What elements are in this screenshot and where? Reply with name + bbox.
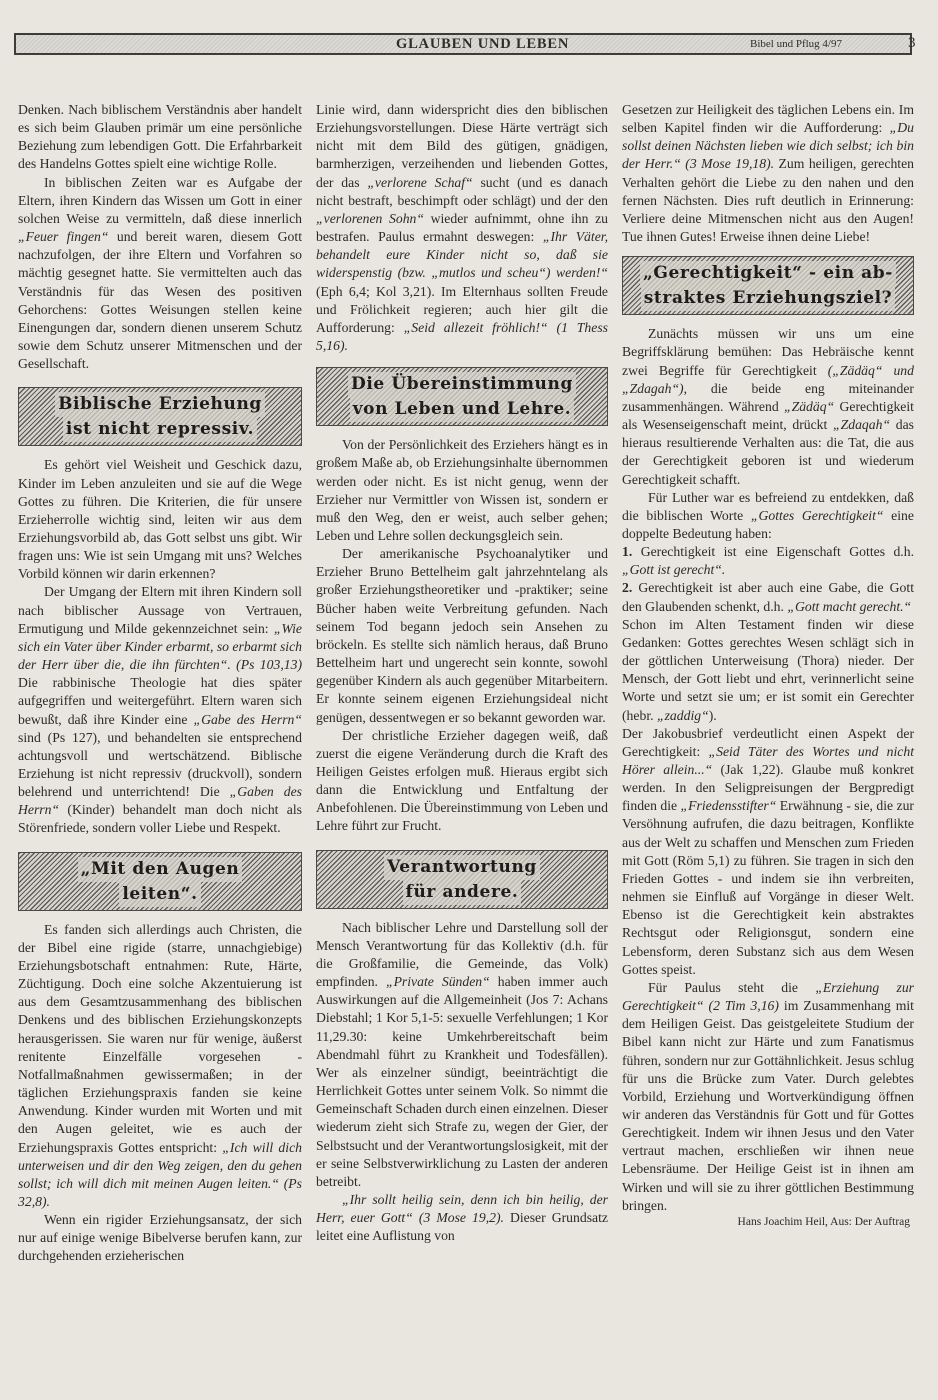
text-run: wieder aufnimmt, ohne ihn zu bestrafen. Paulus ermahnt deswegen: <box>316 210 608 245</box>
heading-line: straktes Erziehungsziel? <box>641 286 895 311</box>
text-run: Gesetzen zur Heiligkeit des täglichen Lebens ein. Im selben Kapitel finden wir die Aufforderung: <box>622 102 914 136</box>
text-run: (Jak 1,22). Glaube muß konkret werden. In den Seligpreisungen der Bergpredigt finden die <box>622 762 914 814</box>
section-heading <box>18 852 302 911</box>
column-3 <box>622 101 914 1228</box>
quote: („Zädäq“ und „Zdagah“) <box>622 362 914 396</box>
heading-line: Die Übereinstimmung <box>348 372 576 397</box>
heading-line: ist nicht repressiv. <box>63 417 257 442</box>
section-heading <box>18 387 302 446</box>
text-run: Gerechtigkeit ist eine Eigenschaft Gottes d.h. <box>632 544 914 560</box>
quote: „Zdaqah“ <box>833 417 891 433</box>
quote: „Seid Täter des Wortes und nicht Hörer allein...“ <box>622 743 914 777</box>
heading-line: Verantwortung <box>384 855 540 880</box>
text-run: In biblischen Zeiten war es Aufgabe der Eltern, ihren Kindern das Wissen um Gott in einer solchen Weise zu vermitteln, daß diese innerlich <box>18 174 302 226</box>
magazine-issue: Bibel und Pflug 4/97 <box>750 38 842 50</box>
quote: „Seid allezeit fröhlich!“ (1 Thess 5,16). <box>316 319 608 354</box>
text-run: Nach biblischer Lehre und Darstellung soll der Mensch Verantwortung für das Kollektiv (d.h. für die Großfamilie, die Gemeinde, das Volk) empfinden. <box>316 919 608 990</box>
quote: „zaddig“ <box>656 707 709 723</box>
text-run: (Eph 6,4; Kol 3,21). Im Elternhaus sollten Freude und Frölichkeit regieren; auch hier gilt die Aufforderung: <box>316 283 608 335</box>
quote: „Gottes Gerechtigkeit“ <box>750 507 884 523</box>
quote: „Friedensstifter“ <box>680 798 777 814</box>
paragraph <box>18 174 302 374</box>
text-run: Die rabbinische Theologie hat dies später aufgegriffen und weitergeführt. Eltern waren sich bewußt, daß ihre Kinder eine <box>18 675 302 727</box>
text-run: Linie wird, dann widerspricht dies den biblischen Erziehungsvorstellungen. Diese Härte verträgt sich nicht mit dem Bild des gütigen, gnädigen, barmherzigen, verzeihenden und liebenden Gottes, der das <box>316 102 608 190</box>
heading-line: von Leben und Lehre. <box>350 397 575 422</box>
text-run: Der Jakobusbrief verdeutlicht einen Aspekt der Gerechtigkeit: <box>622 725 914 759</box>
quote: „Gabe des Herrn“ <box>193 711 302 727</box>
heading-line: „Gerechtigkeit“ - ein ab- <box>640 261 896 286</box>
text-run: Gerechtigkeit ist aber auch eine Gabe, die Gott den Glaubenden schenkt, d.h. <box>622 580 914 614</box>
section-heading <box>316 850 608 909</box>
heading-line: für andere. <box>403 880 522 905</box>
text-run: Gerechtigkeit als Wesenseigenschaft meint, drückt <box>622 398 914 433</box>
text-run: Zum heiligen, gerechten Verhalten gehört die Liebe zu den nahen und den fernen Nächsten. Dies ruft deutlich in Erinnerung: Verliere deine Mitmenschen nicht aus den Augen! Tue ihnen Gutes! Erweise ihnen deine Liebe! <box>622 156 915 245</box>
paragraph: Es gehört viel Weisheit und Geschick dazu, Kinder im Leben anzuleiten und sie auf die Wege Gottes zu führen. Die Kriterien, die für unsere Erzieherrolle wichtig sind, leiten wir aus dem Erziehungsvorbild ab, das Gott selbst uns gibt. Wir fragen uns: Wie ist sein Umgang mit uns? Welches Vorbild können wir darin erkennen? <box>18 457 302 582</box>
paragraph <box>622 979 914 1215</box>
paragraph: Von der Persönlichkeit des Erziehers hängt es in großem Maße ab, ob Erziehungsinhalte übernommen werden oder nicht. Es ist nicht genug, wenn der Erzieher nur Vermittler von Wissen ist, sondern er muß den Weg, den er weist, auch selber gehen; Leben und Lehre sollen deckungsgleich sein. <box>316 437 608 543</box>
list-number: 1. <box>622 544 633 560</box>
text-run: Erwähnung - sie, die zur Versöhnung aufrufen, die dazu beitragen, Konflikte aus der Welt zu schaffen und Menschen zum Frieden mit Gott (Röm 5,1) zu führen. Sie tragen in sich den Frieden Gottes - und indem sie ihn verbreiten, nehmen sie Einfluß auf Vorgänge in dieser Welt. Ebenso ist die Gerechtigkeit kein abstraktes Rechtsgut oder Religionsgut, sondern eine Lebensform, deren Substanz sich aus dem Wesen Gottes speist. <box>622 798 914 977</box>
text-run: , die beide eng miteinander zusammenhängen. Während <box>622 380 914 414</box>
section-title: GLAUBEN UND LEBEN <box>396 36 570 52</box>
quote: „Gott macht gerecht.“ <box>787 598 912 614</box>
quote: „Ihr sollt heilig sein, denn ich bin heilig, der Herr, euer Gott“ (3 Mose 19,2). <box>316 1191 608 1226</box>
paragraph: Der christliche Erzieher dagegen weiß, daß zuerst die eigene Veränderung durch die Kraft des Heiligen Geistes erfolgen muß. Hieraus ergibt sich dann die Entwicklung und Entfaltung der Anbefohlenen. Die Übereinstimmung von Leben und Lehre führt zur Frucht. <box>316 727 608 834</box>
heading-line: Biblische Erziehung <box>55 392 265 417</box>
list-item <box>622 579 914 615</box>
text-run: Es fanden sich allerdings auch Christen, die der Bibel eine rigide (starre, unnachgiebige) Erziehungsbotschaft entnahmen: Rute, Härte, Züchtigung. Doch eine solche Akzentuierung ist aus dem Gesamtzusammenhang des biblischen Denkens und des biblischen Erziehungskonzepts herausgerissen. Sie waren nur für wenige, äußerst renitente Einzelfälle vorgesehen - Notfallmaßnahmen gewissermaßen; in der täglichen Erziehungspraxis fanden sie keine Anwendung. Kinder wurden mit Worten und mit den Augen geleitet, wie es auch der Erziehungspraxis Gottes entspricht: <box>18 921 302 1155</box>
text-run: haben immer auch Auswirkungen auf die Allgemeinheit (Jos 7: Achans Diebstahl; 1 Kor 5,1-5: sexuelle Verfehlungen; 1 Kor 11,29.30: keine Umkehrbereitschaft beim Abendmahl führt zu Krankheit und Todesfällen). Wer als einzelner sündigt, beeinträchtigt die Herrlichkeit Gottes unter seinem Volk. So nimmt die Gemeinschaft Schaden durch einen einzelnen. Dieser wiederum zieht sich Strafe zu, wegen der Gier, der Selbstsucht und der Verantwortungslosigkeit, mit der er seine Selbstverwirklichung zu Lasten der anderen betreibt. <box>316 974 608 1189</box>
section-heading <box>316 367 608 426</box>
heading-line: leiten“. <box>119 882 200 907</box>
page-header <box>14 33 916 55</box>
quote: „Private Sünden“ <box>385 974 490 990</box>
column-2 <box>316 101 608 1245</box>
quote: „Ihr Väter, behandelt eure Kinder nicht so, daß sie widerspenstig (bzw. „mutlos und scheu“) werden!“ <box>316 229 609 281</box>
quote: „Gaben des Herrn“ <box>18 784 302 818</box>
paragraph <box>316 1191 608 1245</box>
paragraph <box>18 921 302 1212</box>
quote: „Du sollst deinen Nächsten lieben wie dich selbst; ich bin der Herr.“ (3 Mose 19,18). <box>622 120 914 172</box>
paragraph: Denken. Nach biblischem Verständnis aber handelt es sich beim Glauben primär um eine persönliche Beziehung zum lebendigen Gott. Die Erfahrbarkeit des Handelns Gottes spielt eine wichtige Rolle. <box>18 102 302 172</box>
paragraph <box>622 725 914 979</box>
text-run: und bereit waren, diesem Gott nachzufolgen, der ihre Eltern und Vorfahren so mächtig gesegnet hatte. Sie vermittelten auch das Verständnis für das Wesen des positiven Gehorchens: Gottes Weisungen stellen keine Einengungen dar, sondern dienen unserem Schutz sowie dem Schutz unserer Mitmenschen und der Gesellschaft. <box>18 229 303 372</box>
quote: „Erziehung zur Gerechtigkeit“ (2 Tim 3,16) <box>622 979 914 1014</box>
paragraph <box>18 583 302 837</box>
paragraph <box>316 101 608 355</box>
text-run: Für Paulus steht die <box>648 979 816 995</box>
text-run: im Zusammenhang mit dem Heiligen Geist. Das geistgeleitete Studium der Bibel kann nicht zur Härte und zum Fanatismus führen, sondern nur zur Gottähnlichkeit. Jesus schlug für uns die Brücke zum Vater. Durch gelebtes Vorbild, Erziehung und Wortverkündigung öffnen wir anderen das Verständnis für Gott und für Gottes Gerechtigkeit. Indem wir ihnen Jesus und den Vater vertraut machen, erschließen wir ihnen neue Lebensräume. Der Heilige Geist ist in ihnen am Wirken und will sie zu ihrer göttlichen Bestimmung bringen. <box>622 998 914 1213</box>
text-run: (Kinder) behandelt man doch nicht als Störenfriede, sondern voller Liebe und Respekt. <box>18 802 302 836</box>
text-run: eine doppelte Bedeutung haben: <box>622 507 914 541</box>
text-run: ). <box>708 707 717 723</box>
paragraph <box>622 325 914 488</box>
text-run: Zunächts müssen wir uns um eine Begriffsklärung bemühen: Das Hebräische kennt zwei Begriffe für Gerechtigkeit <box>622 326 914 378</box>
text-run: sind (Ps 127), und behandelten sie entsprechend achtungsvoll und wertschätzend. Biblische Erziehung ist nicht repressiv (druckvoll), sondern belehrend und unterrichtend! Die <box>18 729 302 800</box>
paragraph: Wenn ein rigider Erziehungsansatz, der sich nur auf einige wenige Bibelverse berufen kann, zur durchgehenden erzieherischen <box>18 1212 302 1264</box>
text-run: Für Luther war es befreiend zu entdekken, daß die biblischen Worte <box>622 489 914 523</box>
quote: „Ich will dich unterweisen und dir den Weg zeigen, den du gehen sollst; ich will dich mit meinen Augen leiten.“ (Ps 32,8). <box>18 1139 302 1209</box>
text-run: sucht (und es danach nicht bestraft, beschimpft oder schlägt) und der den <box>316 174 608 208</box>
text-run: Der Umgang der Eltern mit ihren Kindern soll nach biblischer Aussage von Vertrauen, Ermutigung und Milde gekennzeichnet sein: <box>18 584 302 636</box>
section-heading <box>622 256 914 315</box>
list-item <box>622 543 914 579</box>
quote: „Feuer fingen“ <box>18 229 109 245</box>
quote: „Gott ist gerecht“. <box>622 562 726 578</box>
paragraph <box>622 489 914 543</box>
author-attribution: Hans Joachim Heil, Aus: Der Auftrag <box>737 1215 910 1228</box>
paragraph <box>622 616 914 725</box>
paragraph <box>316 919 608 1191</box>
page-number: 3 <box>908 35 916 51</box>
text-run: das hieraus resultierende Verhalten aus: die Tat, die aus der Gerechtigkeit geboren ist und wiederum Gerechtigkeit schafft. <box>622 417 914 487</box>
paragraph: Der amerikanische Psychoanalytiker und Erzieher Bruno Bettelheim galt jahrzehntelang als großer Erziehungstheoretiker und -praktiker; seine Bücher haben weite Verbreitung gefunden. Nach seinem Tod begann jedoch sein Ansehen zu bröckeln. Es stellte sich nämlich heraus, daß Bruno Bettelheim hart und ungerecht sein konnte, sowohl gegenüber Kindern als auch gegenüber Mitarbeitern. Er konnte seinem eigenen Erziehungsideal nicht genügen, dessentwegen er so bekannt geworden war. <box>316 546 608 725</box>
text-run: Schon im Alten Testament finden wir diese Gedanken: Gottes gerechtes Wesen schlägt sich in der göttlichen Unterweisung (Thora) nieder. Der Mensch, der Gott liebt und ehrt, verinnerlicht seine Worte und setzt sie um; er ist somit ein Gerechter (hebr. <box>622 616 914 723</box>
column-1 <box>18 101 302 1266</box>
paragraph <box>622 101 914 246</box>
quote: „verlorene Schaf“ <box>367 174 473 190</box>
quote: „Zädäq“ <box>783 398 835 414</box>
quote: „Wie sich ein Vater über Kinder erbarmt, so erbarmt sich der Herr über die, die ihn fürchten“. (Ps 103,13) <box>18 620 302 673</box>
text-run: Dieser Grundsatz leitet eine Auflistung von <box>316 1210 608 1244</box>
quote: „verlorenen Sohn“ <box>316 210 424 226</box>
heading-line: „Mit den Augen <box>78 857 243 882</box>
list-number: 2. <box>622 580 633 596</box>
